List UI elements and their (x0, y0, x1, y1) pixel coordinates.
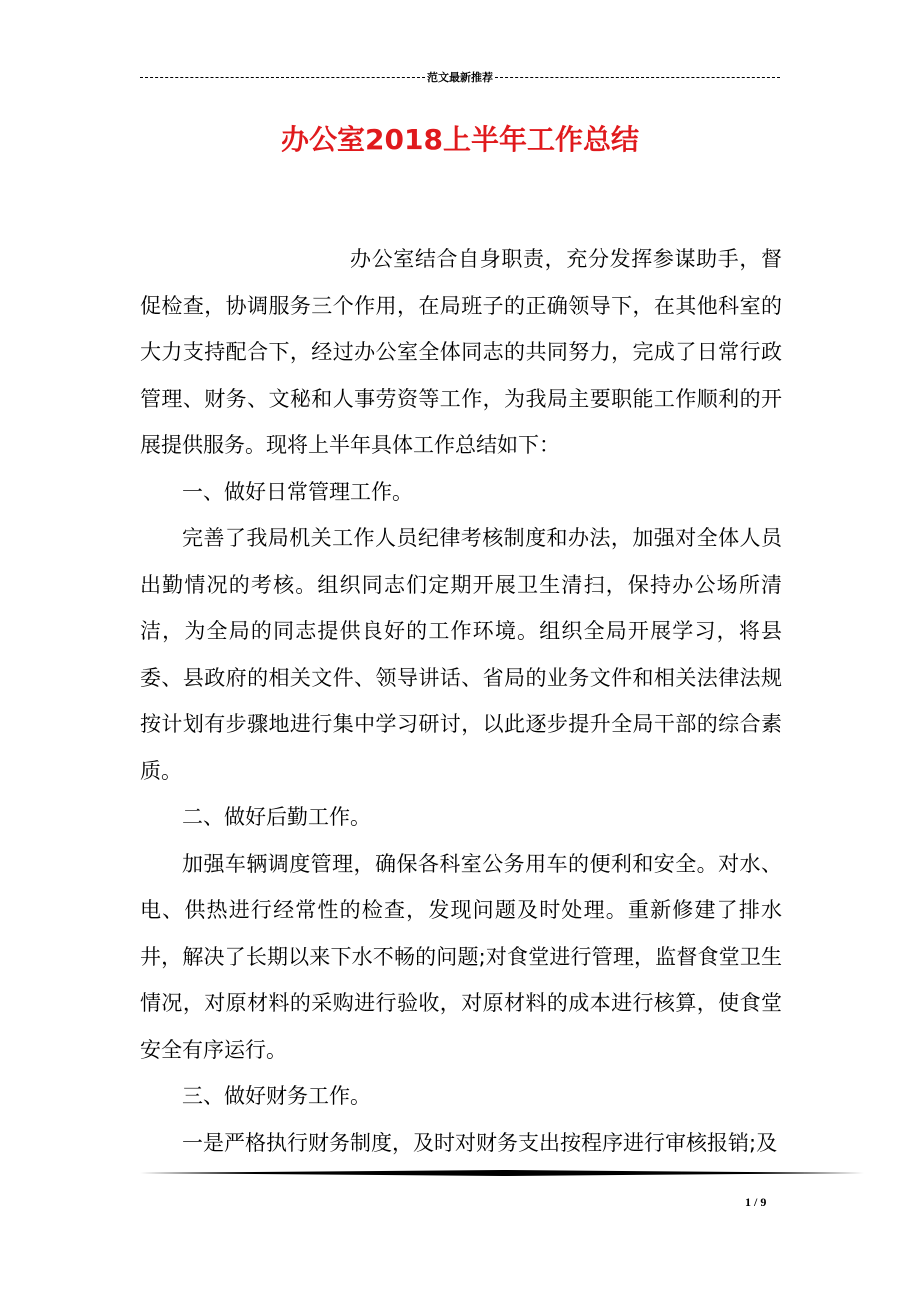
footer-rule (140, 1170, 864, 1176)
section-heading: 三、做好财务工作。 (182, 1084, 371, 1108)
header-dash-left (140, 77, 425, 78)
paragraph: 加强车辆调度管理，确保各科室公务用车的便利和安全。对水、电、供热进行经常性的检查，发现问题及时处理。重新修建了排水井，解决了长期以来下水不畅的问题;对食堂进行管理，监督食堂卫生情况，对原材料的采购进行验收，对原材料的成本进行核算，使食堂安全有序运行。 (140, 851, 782, 1062)
section-heading: 一、做好日常管理工作。 (182, 479, 413, 504)
header-dash-right (495, 77, 780, 78)
document-title: 办公室2018上半年工作总结 (281, 123, 639, 156)
intro-paragraph: 办公室结合自身职责，充分发挥参谋助手，督促检查，协调服务三个作用，在局班子的正确领导下，在其他科室的大力支持配合下，经过办公室全体同志的共同努力，完成了日常行政管理、财务、文秘和人事劳资等工作，为我局主要职能工作顺利的开展提供服务。现将上半年具体工作总结如下： (140, 247, 782, 457)
document-body (140, 236, 782, 1166)
page-header (140, 67, 780, 87)
section-heading: 二、做好后勤工作。 (182, 805, 371, 829)
paragraph: 一是严格执行财务制度，及时对财务支出按程序进行审核报销;及 (182, 1130, 778, 1155)
paragraph: 完善了我局机关工作人员纪律考核制度和办法，加强对全体人员出勤情况的考核。组织同志们定期开展卫生清扫，保持办公场所清洁，为全局的同志提供良好的工作环境。组织全局开展学习，将县委、县政府的相关文件、领导讲话、省局的业务文件和相关法律法规按计划有步骤地进行集中学习研讨，以此逐步提升全局干部的综合素质。 (140, 526, 782, 783)
header-label: 范文最新推荐 (427, 71, 493, 84)
page-number: 1 / 9 (745, 1195, 767, 1209)
